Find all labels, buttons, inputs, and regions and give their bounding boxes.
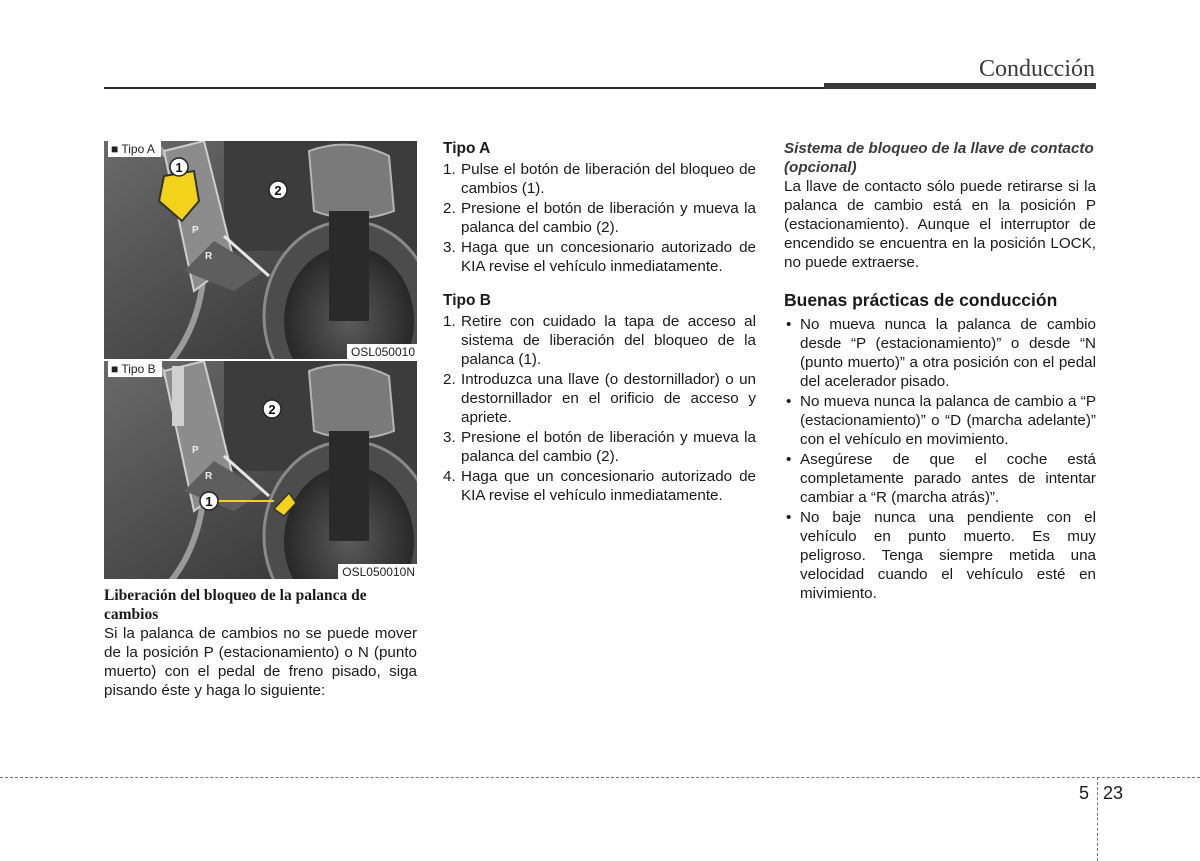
section-body: Si la palanca de cambios no se puede mover de la posición P (estacionamiento) o N (punto muerto) con el pedal de freno pisado, siga pisando éste y haga lo siguiente: (104, 625, 417, 699)
middle-column (443, 139, 756, 506)
list-item: 1. Pulse el botón de liberación del bloqueo de cambios (1). (443, 161, 756, 197)
chapter-number: 5 (1079, 783, 1090, 803)
callout-1: 1 (205, 494, 213, 509)
footer-dashed-divider (1097, 777, 1098, 861)
callout-2: 2 (274, 183, 282, 198)
list-item: 3. Presione el botón de liberación y mueva la palanca del cambio (2). (443, 429, 756, 465)
callout-1: 1 (175, 160, 183, 175)
gear-label-p: P (192, 225, 199, 236)
list-item: 1. Retire con cuidado la tapa de acceso al sistema de liberación del bloqueo de la palanca (1). (443, 313, 756, 368)
list-item: • No mueva nunca la palanca de cambio desde “P (estacionamiento)” o desde “N (punto muerto)” a otra posición con el pedal del acelerador pisado. (784, 315, 1096, 391)
section-heading: Liberación del bloqueo de la palanca de cambios (104, 587, 367, 623)
figure-tipo-a (104, 141, 417, 359)
callout-2: 2 (268, 402, 276, 417)
page-header-title: Conducción (979, 56, 1095, 82)
figure-tipo-b (104, 361, 417, 579)
key-lock-title: Sistema de bloqueo de la llave de contacto (opcional) (784, 140, 1094, 176)
gear-label-p: P (192, 445, 199, 456)
list-item: 2. Presione el botón de liberación y mueva la palanca del cambio (2). (443, 200, 756, 236)
header-accent-bar (824, 83, 1096, 89)
footer-dashed-rule (0, 777, 1200, 778)
shift-lever-illustration-a (104, 141, 417, 359)
right-column (784, 139, 1096, 604)
figure-code: OSL050010N (338, 564, 417, 579)
practices-title: Buenas prácticas de conducción (784, 290, 1058, 310)
shift-lever-illustration-b (104, 361, 417, 579)
gear-label-r: R (205, 471, 213, 482)
tipo-a-steps (443, 160, 756, 276)
tipo-b-steps (443, 312, 756, 505)
key-lock-body: La llave de contacto sólo puede retirarse si la palanca de cambio está en la posición P (estacionamiento). Aunque el interruptor de encendido se encuentra en la posición LOCK, no puede extraerse. (784, 178, 1096, 271)
page-number: 23 (1103, 783, 1124, 803)
list-item: • No mueva nunca la palanca de cambio a “P (estacionamiento)” o “D (marcha adelante)” con el vehículo en movimiento. (784, 392, 1096, 449)
gear-label-r: R (205, 251, 213, 262)
list-item: 3. Haga que un concesionario autorizado de KIA revise el vehículo inmediatamente. (443, 239, 756, 275)
practices-list (784, 315, 1096, 603)
list-item: 2. Introduzca una llave (o destornillador) o un destornillador en el orificio de acceso y apriete. (443, 371, 756, 426)
tipo-b-title: Tipo B (443, 292, 491, 309)
tipo-a-title: Tipo A (443, 140, 491, 157)
list-item: • No baje nunca una pendiente con el vehículo en punto muerto. Es muy peligroso. Tenga siempre metida una velocidad cuando el vehículo esté en mivimiento. (784, 508, 1096, 603)
figure-tag: ■ Tipo A (108, 141, 161, 157)
list-item: • Asegúrese de que el coche está completamente parado antes de intentar cambiar a “R (marcha atrás)”. (784, 450, 1096, 507)
figure-tag: ■ Tipo B (108, 361, 162, 377)
left-column (104, 586, 417, 700)
figure-code: OSL050010 (347, 344, 417, 359)
list-item: 4. Haga que un concesionario autorizado de KIA revise el vehículo inmediatamente. (443, 468, 756, 504)
